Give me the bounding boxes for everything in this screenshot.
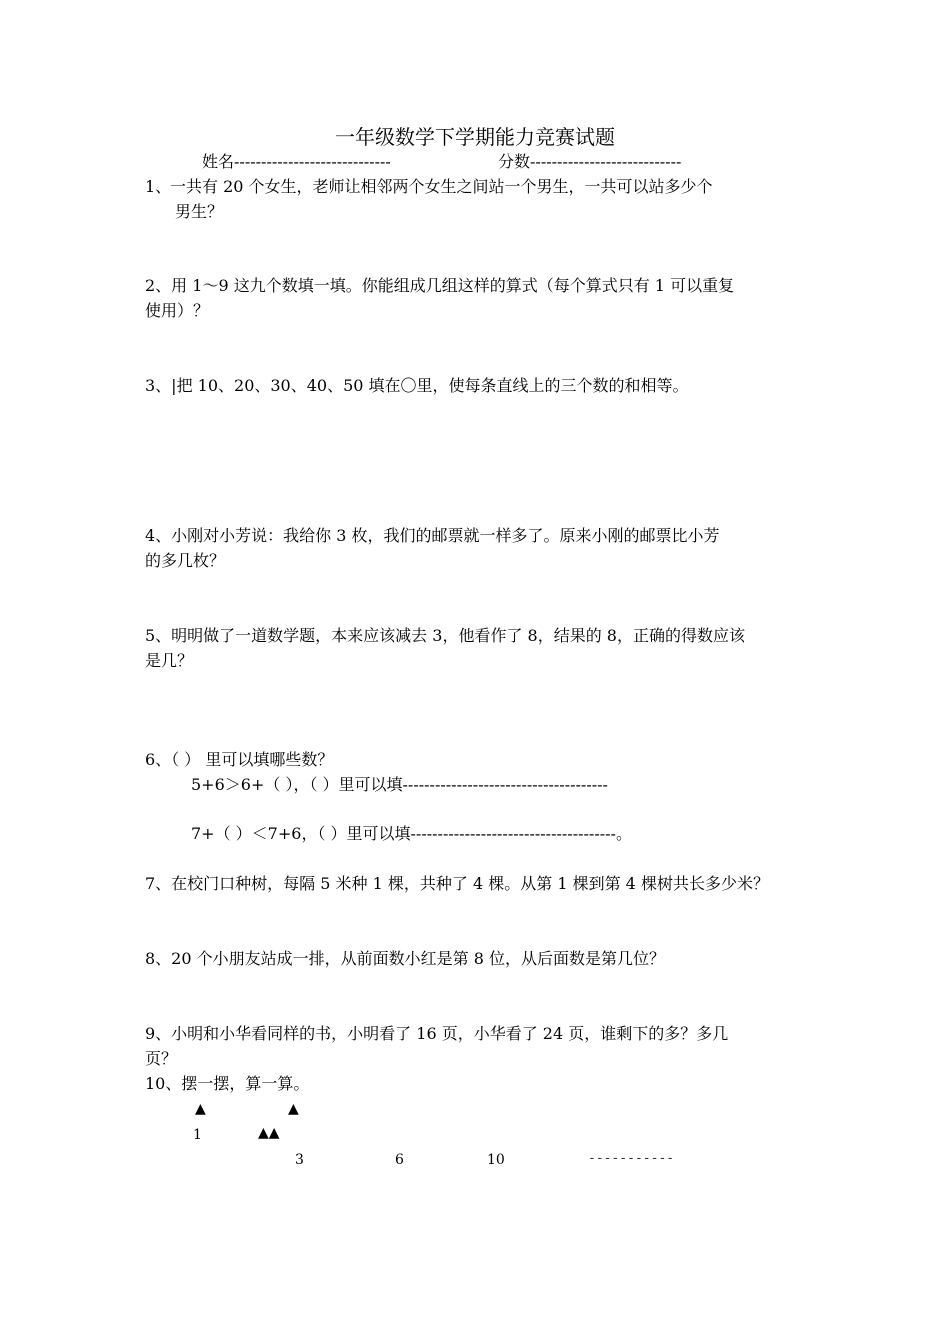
name-field-label: 姓名----------------------------- — [202, 152, 391, 171]
pattern-number-6: 6 — [395, 1152, 404, 1168]
pattern-number-1: 1 — [193, 1127, 202, 1143]
double-triangle-icon: ▲▲ — [258, 1125, 280, 1141]
question-7: 7、在校门口种树，每隔 5 米种 1 棵，共种了 4 棵。从第 1 棵到第 4 棵树共长多少米？ — [145, 874, 769, 893]
question-6: 6、（ ） 里可以填哪些数？ — [145, 750, 334, 769]
question-9-line1: 9、小明和小华看同样的书，小明看了 16 页，小华看了 24 页，谁剩下的多？多几 — [145, 1024, 729, 1043]
page-title: 一年级数学下学期能力竞赛试题 — [335, 125, 615, 149]
question-1-number: 1、 — [145, 177, 172, 196]
score-field-label: 分数---------------------------- — [498, 152, 682, 171]
question-4-line1: 4、小刚对小芳说：我给你 3 枚，我们的邮票就一样多了。原来小刚的邮票比小芳 — [145, 526, 720, 545]
question-4-line2: 的多几枚？ — [145, 551, 226, 570]
question-9-line2: 页？ — [145, 1049, 178, 1068]
triangle-icon: ▲ — [288, 1101, 299, 1117]
question-5-line2: 是几？ — [145, 651, 194, 670]
question-10: 10、摆一摆，算一算。 — [145, 1074, 310, 1093]
question-2-line2: 使用）？ — [145, 301, 210, 320]
question-3: 3、|把 10、20、30、40、50 填在〇里，使每条直线上的三个数的和相等。 — [145, 376, 689, 395]
answer-blank: ----------- — [588, 1151, 675, 1166]
pattern-number-3: 3 — [295, 1152, 304, 1168]
pattern-number-10: 10 — [487, 1152, 505, 1168]
question-6-line-b: 7+（ ）＜7+6，（ ）里可以填--------------------------------------。 — [191, 824, 632, 843]
question-2-line1: 2、用 1～9 这九个数填一填。你能组成几组这样的算式（每个算式只有 1 可以重复 — [145, 276, 735, 295]
question-8: 8、20 个小朋友站成一排，从前面数小红是第 8 位，从后面数是第几位？ — [145, 949, 665, 968]
question-1-line1: 一共有 20 个女生，老师让相邻两个女生之间站一个男生，一共可以站多少个 — [170, 177, 713, 196]
question-1-line2: 男生？ — [175, 202, 224, 221]
question-6-line-a: 5+6＞6+（ ），（ ）里可以填-------------------------------------- — [191, 775, 608, 794]
question-5-line1: 5、明明做了一道数学题，本来应该减去 3，他看作了 8，结果的 8，正确的得数应该 — [145, 626, 745, 645]
triangle-icon: ▲ — [195, 1101, 206, 1117]
